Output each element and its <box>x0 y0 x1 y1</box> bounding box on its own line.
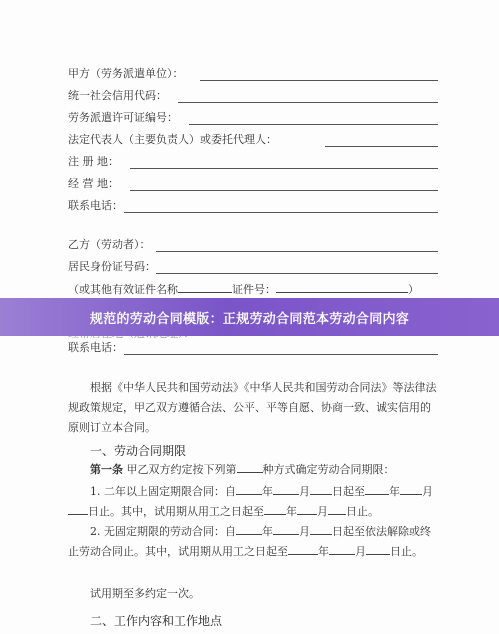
party-a-name-line[interactable] <box>200 80 438 81</box>
party-b-phone-line[interactable] <box>124 354 438 355</box>
contract-type-blank[interactable] <box>237 460 263 473</box>
banner-title: 规范的劳动合同模版：正规劳动合同范本劳动合同内容 <box>89 311 410 327</box>
title-banner <box>0 298 499 336</box>
party-b-name-label: 乙方（劳动者）： <box>68 238 151 251</box>
legal-rep-label: 法定代表人（主要负责人）或委托代理人： <box>68 133 277 146</box>
party-b-name-line[interactable] <box>156 251 438 252</box>
item-1-text-d: 日起至 <box>332 485 365 498</box>
other-id-name-blank[interactable] <box>178 280 232 293</box>
item-2-text-e: 年 <box>318 545 329 558</box>
item-2-text-c: 月 <box>299 525 310 538</box>
intro-paragraph: 根据《中华人民共和国劳动法》《中华人民共和国劳动合同法》等法律法规政策规定，甲乙双方遵循合法、公平、平等自愿、协商一致、诚实信用的原则订立本合同。 <box>68 381 437 434</box>
section-1-title: 一、劳动合同期限 <box>90 444 187 458</box>
other-id-suffix: ） <box>408 283 419 296</box>
section-2-title: 二、工作内容和工作地点 <box>90 614 223 628</box>
probation-note: 试用期至多约定一次。 <box>90 587 200 600</box>
item-1-text-a: 1. 二年以上固定期限合同：自 <box>90 485 236 498</box>
other-id-number-blank[interactable] <box>276 280 408 293</box>
item-2-probation-month[interactable] <box>329 542 355 555</box>
item-1-end-year[interactable] <box>365 482 389 495</box>
item-1-end-month[interactable] <box>400 482 422 495</box>
item-2-text-b: 年 <box>262 525 273 538</box>
item-1-text-c: 月 <box>299 485 310 498</box>
credit-code-line[interactable] <box>178 102 438 103</box>
registered-address-line[interactable] <box>130 168 438 169</box>
item-2-open-ended <box>68 522 440 562</box>
item-1-text-f: 月 <box>422 485 433 498</box>
article-1-label: 第一条 <box>90 463 123 476</box>
other-id-prefix: （或其他有效证件名称 <box>68 283 178 296</box>
item-2-text-g: 日止。 <box>390 545 423 558</box>
article-1-text-a: 甲乙双方约定按下列第 <box>126 463 237 476</box>
item-1-end-day[interactable] <box>68 502 88 515</box>
registered-address-label: 注 册 地： <box>68 155 119 168</box>
dispatch-license-line[interactable] <box>189 124 438 125</box>
legal-rep-line[interactable] <box>325 146 438 147</box>
id-number-line[interactable] <box>156 273 438 274</box>
item-2-text-d: 日起至依法解除或终止劳动合同止。其中，试用期从用工之日起至 <box>68 525 431 558</box>
dispatch-license-label: 劳务派遣许可证编号： <box>68 111 178 124</box>
item-1-text-e: 年 <box>389 485 400 498</box>
item-2-start-year[interactable] <box>236 522 262 535</box>
credit-code-label: 统一社会信用代码： <box>68 89 167 102</box>
item-2-probation-year[interactable] <box>288 542 318 555</box>
item-1-text-i: 月 <box>317 505 328 518</box>
item-1-text-h: 年 <box>286 505 297 518</box>
party-a-phone-line[interactable] <box>124 212 438 213</box>
item-1-fixed-term <box>68 482 440 522</box>
item-1-probation-month[interactable] <box>297 502 317 515</box>
business-address-label: 经 营 地： <box>68 177 119 190</box>
article-1 <box>68 460 440 480</box>
item-2-start-day[interactable] <box>310 522 332 535</box>
party-b-phone-label: 联系电话： <box>68 341 123 354</box>
article-1-text-b: 种方式确定劳动合同期限： <box>262 463 395 476</box>
item-1-text-b: 年 <box>262 485 273 498</box>
business-address-line[interactable] <box>130 190 438 191</box>
id-number-label: 居民身份证号码： <box>68 260 156 273</box>
party-a-name-label: 甲方（劳务派遣单位）： <box>68 67 184 80</box>
item-1-start-month[interactable] <box>273 482 299 495</box>
item-1-text-j: 日止。 <box>346 505 379 518</box>
party-a-phone-label: 联系电话： <box>68 199 123 212</box>
item-1-probation-year[interactable] <box>264 502 286 515</box>
item-1-start-year[interactable] <box>236 482 262 495</box>
other-id-line <box>68 280 419 297</box>
item-1-text-g: 日止。其中，试用期从用工之日起至 <box>88 505 264 518</box>
item-2-text-f: 月 <box>355 545 366 558</box>
item-1-start-day[interactable] <box>310 482 332 495</box>
item-2-text-a: 2. 无固定期限的劳动合同：自 <box>90 525 236 538</box>
other-id-mid: 证件号： <box>232 283 276 296</box>
item-2-probation-day[interactable] <box>366 542 390 555</box>
item-1-probation-day[interactable] <box>328 502 346 515</box>
item-2-start-month[interactable] <box>273 522 299 535</box>
